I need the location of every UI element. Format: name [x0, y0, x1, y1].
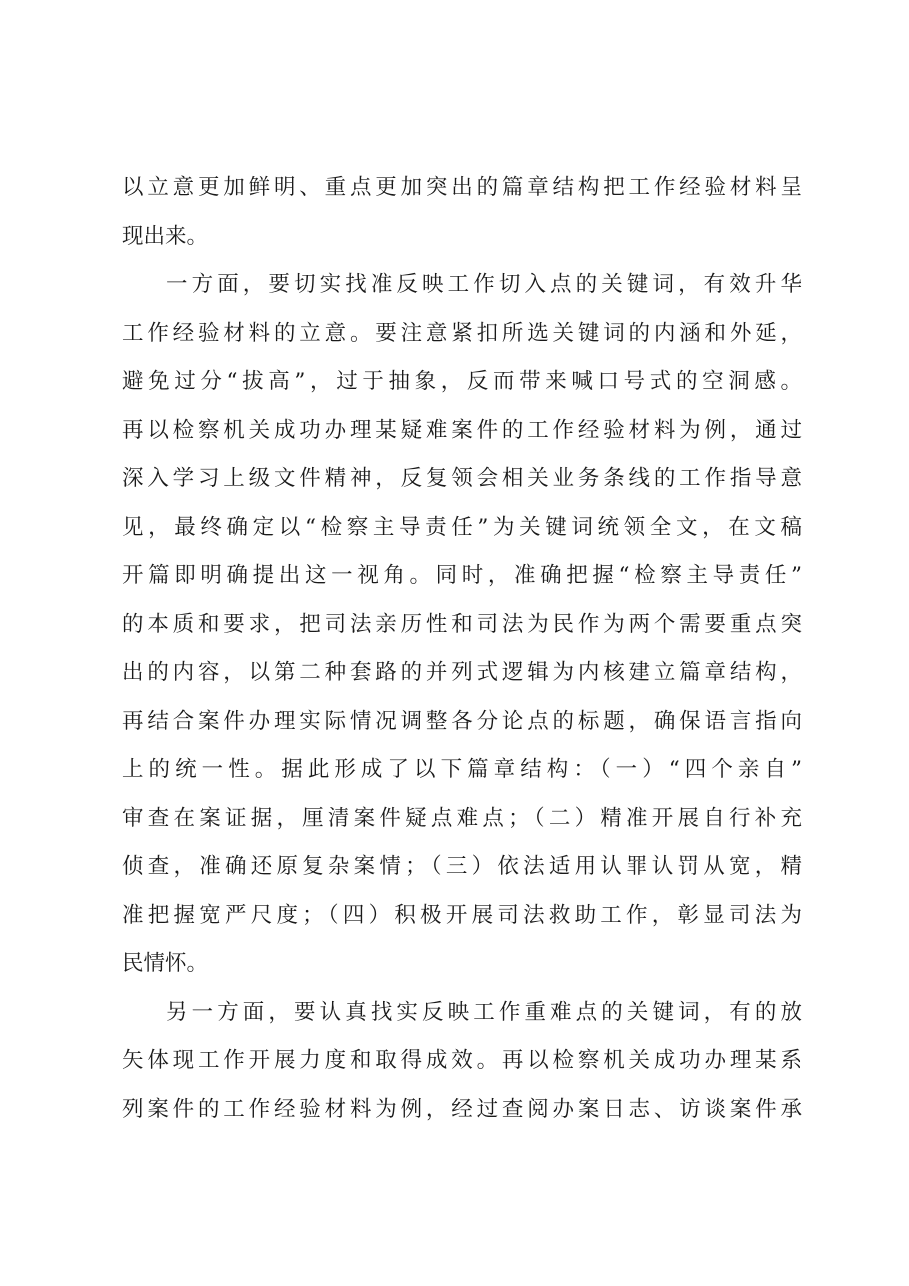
text-line: 工作经验材料的立意。要注意紧扣所选关键词的内涵和外延，	[122, 320, 802, 346]
text-line: 出的内容，以第二种套路的并列式逻辑为内核建立篇章结构，	[122, 660, 802, 685]
paragraph-first-line: 一方面，要切实找准反映工作切入点的关键词，有效升华	[166, 272, 802, 297]
text-line: 的本质和要求，把司法亲历性和司法为民作为两个需要重点突	[122, 611, 802, 637]
text-line: 列案件的工作经验材料为例，经过查阅办案日志、访谈案件承	[122, 1096, 802, 1122]
text-line: 以立意更加鲜明、重点更加突出的篇章结构把工作经验材料呈	[122, 175, 802, 200]
text-line: 见，最终确定以“检察主导责任”为关键词统领全文，在文稿	[122, 514, 802, 540]
text-line: 民情怀。	[122, 951, 209, 976]
text-line: 准把握宽严尺度；（四）积极开展司法救助工作，彰显司法为	[122, 902, 802, 928]
text-line: 避免过分“拔高”，过于抽象，反而带来喊口号式的空洞感。	[122, 369, 802, 394]
text-line: 侦查，准确还原复杂案情；（三）依法适用认罪认罚从宽，精	[122, 854, 802, 879]
text-line: 深入学习上级文件精神，反复领会相关业务条线的工作指导意	[122, 466, 802, 491]
text-line: 审查在案证据，厘清案件疑点难点；（二）精准开展自行补充	[122, 805, 802, 831]
text-line: 矢体现工作开展力度和取得成效。再以检察机关成功办理某系	[122, 1048, 802, 1073]
text-line: 再结合案件办理实际情况调整各分论点的标题，确保语言指向	[122, 708, 802, 734]
document-body	[122, 164, 802, 1134]
text-line: 再以检察机关成功办理某疑难案件的工作经验材料为例，通过	[122, 417, 802, 443]
paragraph-first-line: 另一方面，要认真找实反映工作重难点的关键词，有的放	[166, 999, 802, 1025]
text-line: 上的统一性。据此形成了以下篇章结构：（一）“四个亲自”	[122, 757, 802, 782]
text-line: 现出来。	[122, 223, 209, 249]
text-line: 开篇即明确提出这一视角。同时，准确把握“检察主导责任”	[122, 563, 802, 588]
